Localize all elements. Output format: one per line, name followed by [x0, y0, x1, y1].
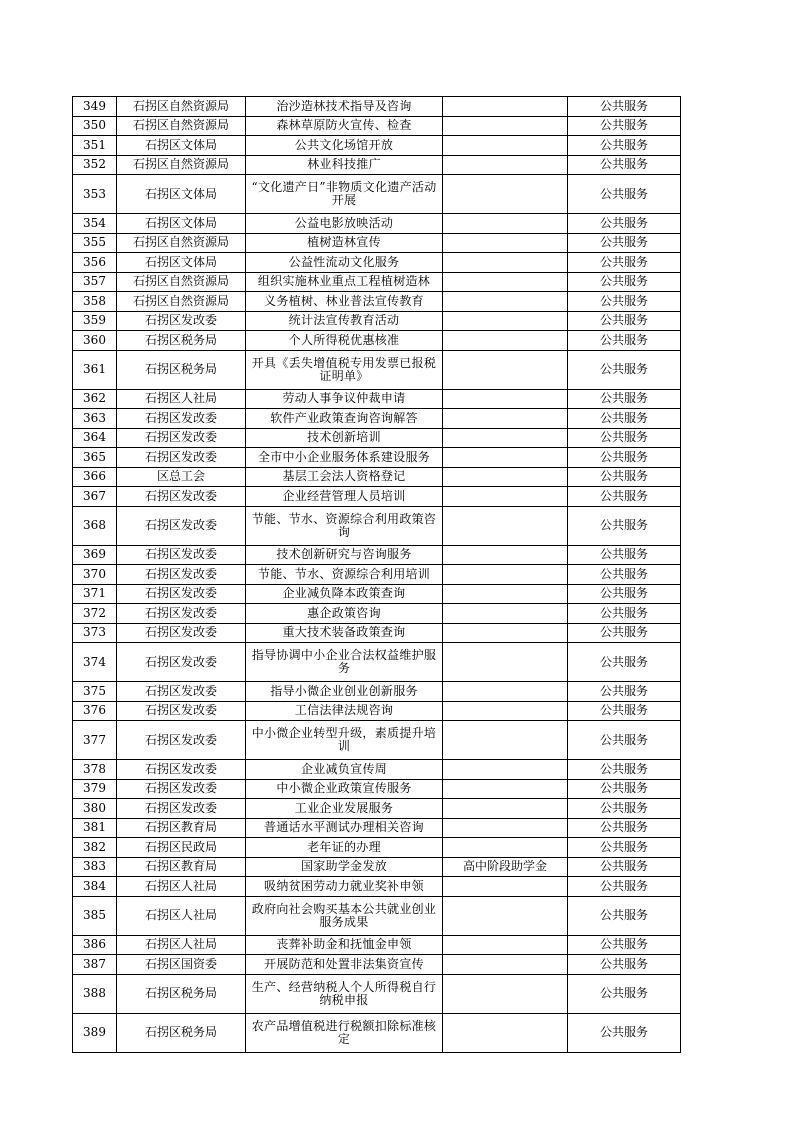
- row-service-type: 公共服务: [568, 838, 681, 858]
- row-sub-item: [443, 682, 568, 702]
- row-sub-item: [443, 604, 568, 624]
- row-number: 351: [73, 136, 117, 156]
- row-service-type: 公共服务: [568, 97, 681, 117]
- row-number: 384: [73, 877, 117, 897]
- service-list-table: [72, 96, 681, 1053]
- row-department: 区总工会: [117, 467, 246, 487]
- row-number: 371: [73, 584, 117, 604]
- row-number: 380: [73, 799, 117, 819]
- row-service-type: 公共服务: [568, 350, 681, 389]
- row-service-item: 农产品增值税进行税额扣除标准核定: [246, 1013, 443, 1052]
- row-service-item: 组织实施林业重点工程植树造林: [246, 272, 443, 292]
- row-service-type: 公共服务: [568, 409, 681, 429]
- table-row: [73, 896, 681, 935]
- row-service-item: 指导协调中小企业合法权益维护服务: [246, 643, 443, 682]
- row-service-type: 公共服务: [568, 155, 681, 175]
- table-row: [73, 311, 681, 331]
- row-sub-item: [443, 331, 568, 351]
- row-number: 358: [73, 292, 117, 312]
- row-sub-item: [443, 155, 568, 175]
- row-number: 369: [73, 545, 117, 565]
- row-department: 石拐区人社局: [117, 877, 246, 897]
- row-sub-item: [443, 935, 568, 955]
- table-row: [73, 818, 681, 838]
- row-service-type: 公共服务: [568, 506, 681, 545]
- row-number: 365: [73, 448, 117, 468]
- row-department: 石拐区税务局: [117, 974, 246, 1013]
- row-service-item: 劳动人事争议仲裁申请: [246, 389, 443, 409]
- row-service-item: 企业经营管理人员培训: [246, 487, 443, 507]
- table-row: [73, 487, 681, 507]
- row-service-item: 重大技术装备政策查询: [246, 623, 443, 643]
- row-number: 360: [73, 331, 117, 351]
- row-department: 石拐区自然资源局: [117, 233, 246, 253]
- row-sub-item: [443, 175, 568, 214]
- table-row: [73, 350, 681, 389]
- row-sub-item: [443, 623, 568, 643]
- row-service-type: 公共服务: [568, 721, 681, 760]
- row-number: 388: [73, 974, 117, 1013]
- row-service-type: 公共服务: [568, 623, 681, 643]
- row-sub-item: [443, 350, 568, 389]
- row-service-item: 生产、经营纳税人个人所得税自行纳税申报: [246, 974, 443, 1013]
- row-service-item: 全市中小企业服务体系建设服务: [246, 448, 443, 468]
- row-service-type: 公共服务: [568, 545, 681, 565]
- row-service-item: 普通话水平测试办理相关咨询: [246, 818, 443, 838]
- row-number: 349: [73, 97, 117, 117]
- row-number: 378: [73, 760, 117, 780]
- row-service-type: 公共服务: [568, 701, 681, 721]
- row-department: 石拐区发改委: [117, 487, 246, 507]
- row-department: 石拐区国资委: [117, 955, 246, 975]
- table-row: [73, 409, 681, 429]
- table-row: [73, 272, 681, 292]
- table-row: [73, 760, 681, 780]
- row-service-type: 公共服务: [568, 1013, 681, 1052]
- row-number: 366: [73, 467, 117, 487]
- row-service-item: 国家助学金发放: [246, 857, 443, 877]
- row-service-item: 公益性流动文化服务: [246, 253, 443, 273]
- row-service-type: 公共服务: [568, 643, 681, 682]
- table-row: [73, 428, 681, 448]
- row-service-type: 公共服务: [568, 233, 681, 253]
- row-department: 石拐区自然资源局: [117, 155, 246, 175]
- row-sub-item: 高中阶段助学金: [443, 857, 568, 877]
- row-service-type: 公共服务: [568, 799, 681, 819]
- row-department: 石拐区发改委: [117, 311, 246, 331]
- row-service-type: 公共服务: [568, 974, 681, 1013]
- row-department: 石拐区发改委: [117, 799, 246, 819]
- row-service-item: 开展防范和处置非法集资宣传: [246, 955, 443, 975]
- row-service-type: 公共服务: [568, 389, 681, 409]
- row-sub-item: [443, 877, 568, 897]
- table-row: [73, 175, 681, 214]
- row-department: 石拐区发改委: [117, 604, 246, 624]
- row-service-type: 公共服务: [568, 272, 681, 292]
- row-service-item: 开具《丢失增值税专用发票已报税证明单》: [246, 350, 443, 389]
- row-sub-item: [443, 214, 568, 234]
- row-sub-item: [443, 721, 568, 760]
- row-department: 石拐区文体局: [117, 214, 246, 234]
- row-service-type: 公共服务: [568, 604, 681, 624]
- row-service-type: 公共服务: [568, 253, 681, 273]
- row-number: 357: [73, 272, 117, 292]
- row-sub-item: [443, 116, 568, 136]
- row-sub-item: [443, 428, 568, 448]
- row-department: 石拐区发改委: [117, 682, 246, 702]
- table-row: [73, 721, 681, 760]
- row-sub-item: [443, 253, 568, 273]
- row-department: 石拐区税务局: [117, 331, 246, 351]
- row-service-item: 惠企政策咨询: [246, 604, 443, 624]
- row-number: 364: [73, 428, 117, 448]
- row-number: 356: [73, 253, 117, 273]
- row-sub-item: [443, 233, 568, 253]
- row-service-item: 节能、节水、资源综合利用培训: [246, 565, 443, 585]
- row-department: 石拐区自然资源局: [117, 292, 246, 312]
- table-row: [73, 253, 681, 273]
- row-number: 382: [73, 838, 117, 858]
- row-department: 石拐区人社局: [117, 389, 246, 409]
- row-department: 石拐区人社局: [117, 935, 246, 955]
- row-number: 385: [73, 896, 117, 935]
- table-row: [73, 643, 681, 682]
- table-row: [73, 584, 681, 604]
- row-sub-item: [443, 487, 568, 507]
- row-sub-item: [443, 389, 568, 409]
- row-service-type: 公共服务: [568, 760, 681, 780]
- table-row: [73, 974, 681, 1013]
- row-department: 石拐区税务局: [117, 1013, 246, 1052]
- row-number: 359: [73, 311, 117, 331]
- table-row: [73, 955, 681, 975]
- row-department: 石拐区教育局: [117, 818, 246, 838]
- row-number: 381: [73, 818, 117, 838]
- row-number: 361: [73, 350, 117, 389]
- row-number: 363: [73, 409, 117, 429]
- row-service-type: 公共服务: [568, 565, 681, 585]
- row-number: 367: [73, 487, 117, 507]
- row-department: 石拐区人社局: [117, 896, 246, 935]
- row-number: 383: [73, 857, 117, 877]
- row-department: 石拐区发改委: [117, 760, 246, 780]
- table-row: [73, 623, 681, 643]
- row-service-type: 公共服务: [568, 955, 681, 975]
- row-department: 石拐区教育局: [117, 857, 246, 877]
- row-sub-item: [443, 584, 568, 604]
- row-sub-item: [443, 779, 568, 799]
- row-service-type: 公共服务: [568, 877, 681, 897]
- row-sub-item: [443, 565, 568, 585]
- table-row: [73, 331, 681, 351]
- row-service-item: 工信法律法规咨询: [246, 701, 443, 721]
- row-department: 石拐区自然资源局: [117, 272, 246, 292]
- row-sub-item: [443, 955, 568, 975]
- row-number: 373: [73, 623, 117, 643]
- row-number: 376: [73, 701, 117, 721]
- table-row: [73, 136, 681, 156]
- table-row: [73, 682, 681, 702]
- row-number: 353: [73, 175, 117, 214]
- row-number: 374: [73, 643, 117, 682]
- row-service-type: 公共服务: [568, 331, 681, 351]
- table-row: [73, 116, 681, 136]
- row-department: 石拐区发改委: [117, 623, 246, 643]
- row-service-type: 公共服务: [568, 857, 681, 877]
- row-department: 石拐区发改委: [117, 409, 246, 429]
- table-row: [73, 935, 681, 955]
- row-service-item: 指导小微企业创业创新服务: [246, 682, 443, 702]
- row-number: 377: [73, 721, 117, 760]
- row-sub-item: [443, 292, 568, 312]
- row-service-item: 中小微企业转型升级，素质提升培训: [246, 721, 443, 760]
- row-number: 355: [73, 233, 117, 253]
- table-row: [73, 389, 681, 409]
- row-sub-item: [443, 545, 568, 565]
- row-sub-item: [443, 974, 568, 1013]
- row-number: 379: [73, 779, 117, 799]
- row-number: 375: [73, 682, 117, 702]
- row-department: 石拐区发改委: [117, 545, 246, 565]
- row-sub-item: [443, 760, 568, 780]
- row-service-type: 公共服务: [568, 116, 681, 136]
- row-department: 石拐区文体局: [117, 253, 246, 273]
- row-service-type: 公共服务: [568, 779, 681, 799]
- row-sub-item: [443, 818, 568, 838]
- row-service-item: 基层工会法人资格登记: [246, 467, 443, 487]
- row-sub-item: [443, 311, 568, 331]
- row-service-item: “文化遗产日”非物质文化遗产活动开展: [246, 175, 443, 214]
- row-service-type: 公共服务: [568, 896, 681, 935]
- table-row: [73, 565, 681, 585]
- row-number: 354: [73, 214, 117, 234]
- row-department: 石拐区发改委: [117, 643, 246, 682]
- row-service-item: 公共文化场馆开放: [246, 136, 443, 156]
- table-row: [73, 779, 681, 799]
- table-row: [73, 214, 681, 234]
- row-sub-item: [443, 838, 568, 858]
- row-department: 石拐区自然资源局: [117, 97, 246, 117]
- row-service-item: 治沙造林技术指导及咨询: [246, 97, 443, 117]
- row-service-item: 森林草原防火宣传、检查: [246, 116, 443, 136]
- row-number: 362: [73, 389, 117, 409]
- table-row: [73, 701, 681, 721]
- row-department: 石拐区发改委: [117, 779, 246, 799]
- row-sub-item: [443, 272, 568, 292]
- row-service-type: 公共服务: [568, 935, 681, 955]
- row-sub-item: [443, 506, 568, 545]
- row-department: 石拐区发改委: [117, 721, 246, 760]
- row-department: 石拐区税务局: [117, 350, 246, 389]
- row-service-item: 技术创新培训: [246, 428, 443, 448]
- row-department: 石拐区发改委: [117, 701, 246, 721]
- table-row: [73, 1013, 681, 1052]
- row-sub-item: [443, 448, 568, 468]
- row-service-type: 公共服务: [568, 292, 681, 312]
- row-service-type: 公共服务: [568, 311, 681, 331]
- row-service-item: 个人所得税优惠核准: [246, 331, 443, 351]
- row-sub-item: [443, 896, 568, 935]
- table-row: [73, 506, 681, 545]
- row-number: 386: [73, 935, 117, 955]
- table-row: [73, 233, 681, 253]
- row-service-item: 节能、节水、资源综合利用政策咨询: [246, 506, 443, 545]
- row-service-item: 工业企业发展服务: [246, 799, 443, 819]
- row-service-type: 公共服务: [568, 584, 681, 604]
- table-body: [73, 97, 681, 1053]
- table-row: [73, 857, 681, 877]
- row-service-type: 公共服务: [568, 428, 681, 448]
- row-number: 370: [73, 565, 117, 585]
- row-service-item: 企业减负宣传周: [246, 760, 443, 780]
- row-service-type: 公共服务: [568, 467, 681, 487]
- row-service-type: 公共服务: [568, 448, 681, 468]
- table-row: [73, 467, 681, 487]
- row-service-item: 丧葬补助金和抚恤金申领: [246, 935, 443, 955]
- table-row: [73, 292, 681, 312]
- row-service-item: 技术创新研究与咨询服务: [246, 545, 443, 565]
- row-service-item: 公益电影放映活动: [246, 214, 443, 234]
- table-row: [73, 838, 681, 858]
- row-service-item: 中小微企业政策宣传服务: [246, 779, 443, 799]
- table-row: [73, 877, 681, 897]
- table-row: [73, 799, 681, 819]
- row-service-type: 公共服务: [568, 136, 681, 156]
- row-number: 389: [73, 1013, 117, 1052]
- table-row: [73, 97, 681, 117]
- row-service-item: 统计法宣传教育活动: [246, 311, 443, 331]
- row-service-item: 植树造林宣传: [246, 233, 443, 253]
- row-service-item: 政府向社会购买基本公共就业创业服务成果: [246, 896, 443, 935]
- row-number: 387: [73, 955, 117, 975]
- table-row: [73, 155, 681, 175]
- row-number: 352: [73, 155, 117, 175]
- row-sub-item: [443, 799, 568, 819]
- row-service-item: 林业科技推广: [246, 155, 443, 175]
- row-sub-item: [443, 467, 568, 487]
- row-number: 368: [73, 506, 117, 545]
- row-department: 石拐区发改委: [117, 506, 246, 545]
- row-service-type: 公共服务: [568, 214, 681, 234]
- row-service-type: 公共服务: [568, 175, 681, 214]
- row-department: 石拐区发改委: [117, 584, 246, 604]
- row-department: 石拐区自然资源局: [117, 116, 246, 136]
- row-department: 石拐区民政局: [117, 838, 246, 858]
- row-number: 372: [73, 604, 117, 624]
- table-row: [73, 604, 681, 624]
- row-service-type: 公共服务: [568, 818, 681, 838]
- row-sub-item: [443, 97, 568, 117]
- row-sub-item: [443, 409, 568, 429]
- row-department: 石拐区发改委: [117, 448, 246, 468]
- row-sub-item: [443, 643, 568, 682]
- row-service-item: 企业减负降本政策查询: [246, 584, 443, 604]
- row-service-type: 公共服务: [568, 487, 681, 507]
- row-sub-item: [443, 1013, 568, 1052]
- row-department: 石拐区发改委: [117, 428, 246, 448]
- row-service-item: 义务植树、林业普法宣传教育: [246, 292, 443, 312]
- table-row: [73, 448, 681, 468]
- row-sub-item: [443, 136, 568, 156]
- row-number: 350: [73, 116, 117, 136]
- row-service-item: 吸纳贫困劳动力就业奖补申领: [246, 877, 443, 897]
- row-department: 石拐区文体局: [117, 175, 246, 214]
- row-department: 石拐区发改委: [117, 565, 246, 585]
- row-department: 石拐区文体局: [117, 136, 246, 156]
- row-service-type: 公共服务: [568, 682, 681, 702]
- row-sub-item: [443, 701, 568, 721]
- table-row: [73, 545, 681, 565]
- row-service-item: 老年证的办理: [246, 838, 443, 858]
- row-service-item: 软件产业政策查询咨询解答: [246, 409, 443, 429]
